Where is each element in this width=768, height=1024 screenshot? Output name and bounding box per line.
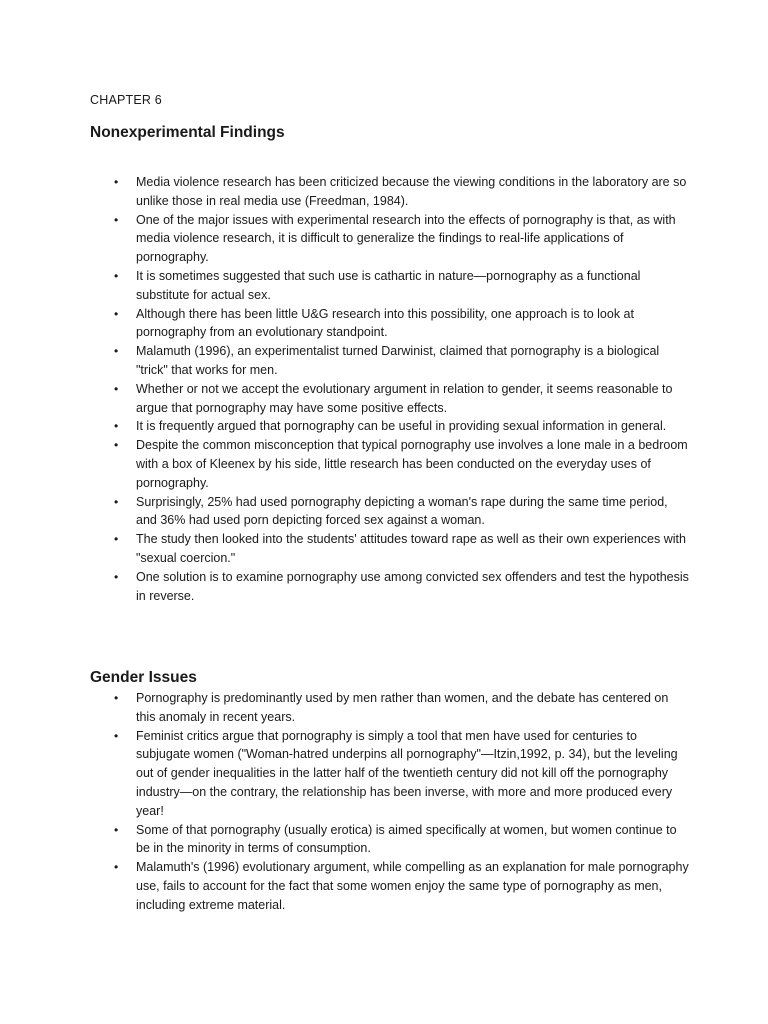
list-item-text: Media violence research has been criticized because the viewing conditions in the laboratory are so unlike those in real media use (Freedman, 1984). <box>136 175 687 208</box>
bullet-icon: • <box>114 344 119 359</box>
list-item <box>90 267 690 305</box>
bullet-icon: • <box>114 494 119 509</box>
bullet-list-nonexperimental <box>90 173 690 605</box>
list-item-text: Surprisingly, 25% had used pornography depicting a woman's rape during the same time period, and 36% had used porn depicting forced sex against a woman. <box>136 494 668 528</box>
bullet-icon: • <box>114 381 119 396</box>
section-heading-nonexperimental: Nonexperimental Findings <box>90 124 285 141</box>
list-item <box>90 305 690 343</box>
bullet-icon: • <box>114 860 119 875</box>
list-item <box>90 689 690 727</box>
bullet-list-gender-issues <box>90 689 690 915</box>
list-item <box>90 342 690 380</box>
list-item <box>90 493 690 531</box>
list-item-text: It is frequently argued that pornography can be useful in providing sexual information in general. <box>136 419 667 434</box>
bullet-icon: • <box>114 691 119 705</box>
list-item <box>90 211 690 267</box>
bullet-icon: • <box>114 569 119 584</box>
list-item <box>90 417 690 436</box>
list-item <box>90 436 690 492</box>
list-item <box>90 380 690 418</box>
bullet-icon: • <box>114 212 119 227</box>
bullet-icon: • <box>114 419 119 434</box>
bullet-icon: • <box>114 175 119 189</box>
list-item <box>90 821 690 859</box>
list-item <box>90 727 690 821</box>
list-item-text: One of the major issues with experimental research into the effects of pornography is that, as with media violence research, it is difficult to generalize the findings to real-life applications of pornography. <box>136 212 676 265</box>
list-item-text: One solution is to examine pornography use among convicted sex offenders and test the hypothesis in reverse. <box>136 569 689 603</box>
section-heading-gender-issues: Gender Issues <box>90 669 197 686</box>
bullet-icon: • <box>114 268 119 283</box>
list-item-text: Pornography is predominantly used by men rather than women, and the debate has centered on this anomaly in recent years. <box>136 691 669 724</box>
list-item-text: Although there has been little U&G research into this possibility, one approach is to look at pornography from an evolutionary standpoint. <box>136 306 634 340</box>
list-item-text: Malamuth's (1996) evolutionary argument, while compelling as an explanation for male pornography use, fails to account for the fact that some women enjoy the same type of pornography as men, including extreme material. <box>136 860 689 912</box>
list-item <box>90 173 690 211</box>
bullet-icon: • <box>114 822 119 837</box>
list-item-text: Malamuth (1996), an experimentalist turned Darwinist, claimed that pornography is a biological "trick" that works for men. <box>136 344 660 377</box>
bullet-icon: • <box>114 438 119 453</box>
list-item-text: Some of that pornography (usually erotica) is aimed specifically at women, but women continue to be in the minority in terms of consumption. <box>136 822 677 856</box>
list-item <box>90 568 690 606</box>
bullet-icon: • <box>114 728 119 743</box>
bullet-icon: • <box>114 532 119 547</box>
list-item-text: Whether or not we accept the evolutionary argument in relation to gender, it seems reasonable to argue that pornography may have some positive effects. <box>136 381 673 415</box>
list-item <box>90 858 690 914</box>
bullet-icon: • <box>114 306 119 321</box>
list-item-text: It is sometimes suggested that such use is cathartic in nature—pornography as a functional substitute for actual sex. <box>136 268 641 302</box>
chapter-label: CHAPTER 6 <box>90 93 162 107</box>
list-item-text: The study then looked into the students' attitudes toward rape as well as their own experiences with "sexual coercion." <box>136 532 686 565</box>
list-item <box>90 530 690 568</box>
list-item-text: Despite the common misconception that typical pornography use involves a lone male in a bedroom with a box of Kleenex by his side, little research has been conducted on the everyday uses of pornography. <box>136 438 688 490</box>
list-item-text: Feminist critics argue that pornography is simply a tool that men have used for centuries to subjugate women ("Woman-hatred underpins all pornography"—Itzin,1992, p. 34), but the leveling out of gender inequalities in the latter half of the twentieth century did not kill off the pornography industry—on the contrary, the relationship has been inverse, with more and more produced every year! <box>136 728 678 818</box>
